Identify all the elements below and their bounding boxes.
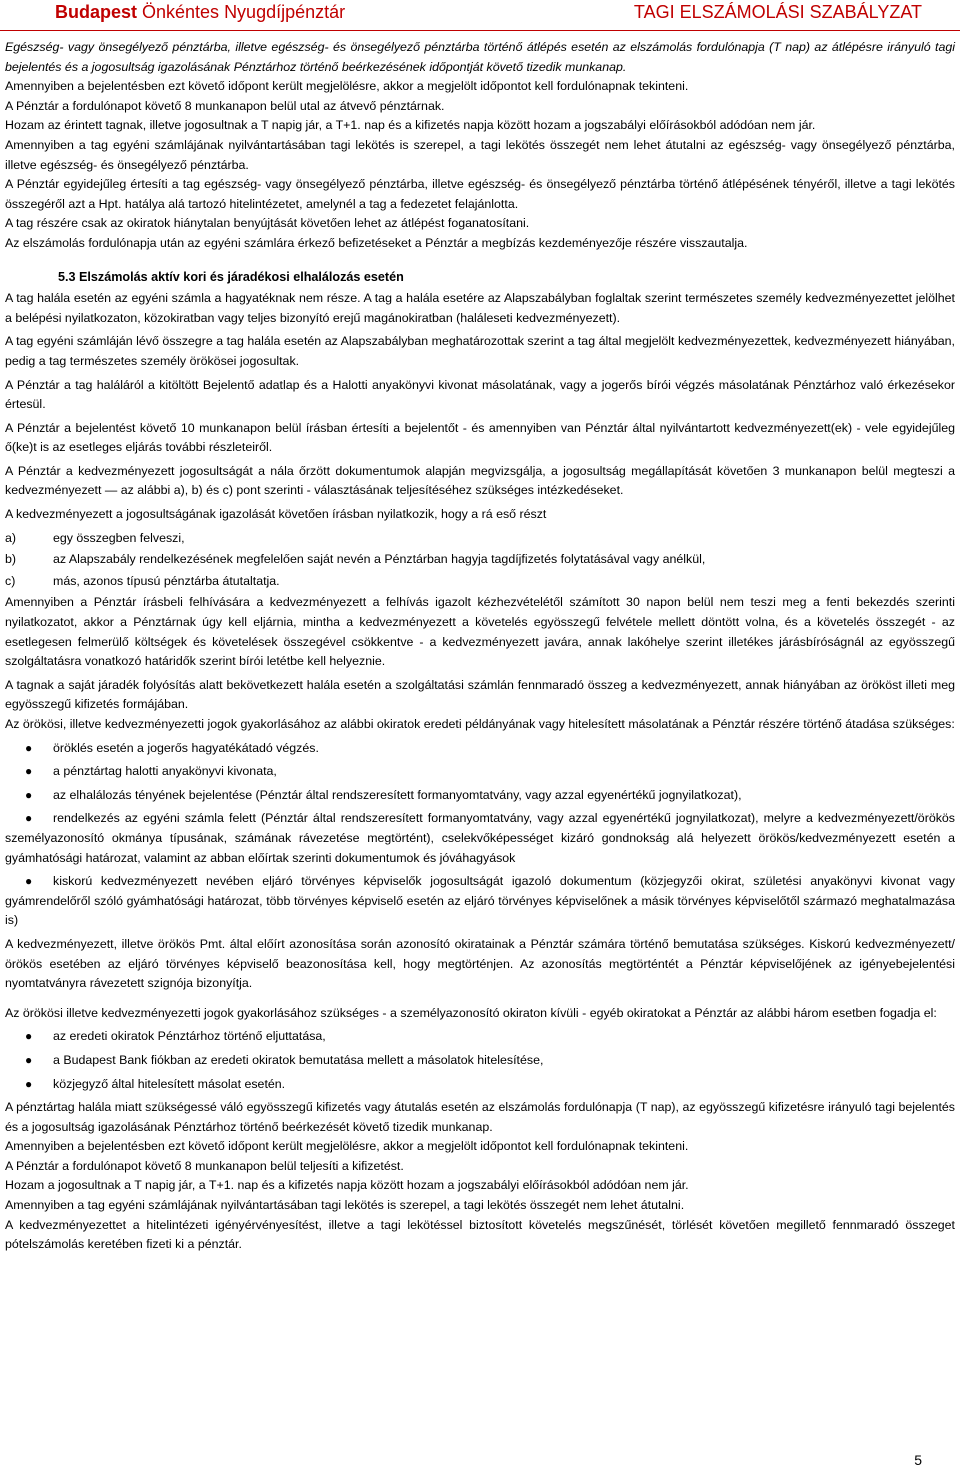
bullet-icon: ● — [25, 787, 33, 802]
paragraph: A tag halála esetén az egyéni számla a hagyatéknak nem része. A tag a halála esetére az Alapszabályban foglaltak szerint természetes személy kedvezményezettet jelölhet a belépési nyilatkozaton, közokiratban vagy teljes bizonyító erejű magánokiratban (haláleseti kedvezményezett). — [5, 291, 955, 325]
bullet-icon: ● — [25, 1052, 33, 1067]
paragraph: A Pénztár a bejelentést követő 10 munkanapon belül írásban értesíti a bejelentőt - és amennyiben van Pénztár által nyilvántartott kedvezményezett(ek) - vele egyidejűleg ő(ke)t is az esetleges eljárás további részleteiről. — [5, 420, 955, 455]
list-item: ● öröklés esetén a jogerős hagyatékátadó végzés. — [5, 739, 955, 759]
section-heading: 5.3 Elszámolás aktív kori és járadékosi elhalálozás esetén — [58, 269, 404, 284]
paragraph: A Pénztár a tag haláláról a kitöltött Bejelentő adatlap és a Halotti anyakönyvi kivonat másolatának, vagy a jogerős bírói végzés másolatának Pénztárhoz való érkezésekor értesül. — [5, 377, 955, 412]
bullet-icon: ● — [25, 874, 33, 889]
option-label: c) — [5, 573, 16, 588]
paragraph: A pénztártag halála miatt szükségessé váló egyösszegű kifizetés vagy átutalás esetén az elszámolás fordulónapja (T nap), az egyösszegű kifizetésre irányuló tagi bejelentés és a jogosultság igazolásának Pénztárhoz történő beérkezését követő tizedik munkanap. — [5, 1100, 955, 1134]
paragraph: Az örökösi illetve kedvezményezetti jogok gyakorlásához szükséges - a személyazonosító okiraton kívüli - egyéb okiratokat a Pénztár az alábbi három esetben fogadja el: — [5, 1005, 937, 1020]
option-text: az Alapszabály rendelkezésének megfelelően saját nevén a Pénztárban hagyja tagdíjfizetés folytatásával vagy anélkül, — [53, 552, 706, 567]
paragraph: A tag egyéni számláján lévő összegre a tag halála esetén az Alapszabályban meghatározottak szerint a tag által megjelölt kedvezményezettek, kedvezményezett hiányában, pedig a tag természetes személy örökösei jogosultak. — [5, 334, 955, 368]
option-label: b) — [5, 552, 17, 567]
paragraph: A kedvezményezett a jogosultságának igazolását követően írásban nyilatkozik, hogy a rá eső részt — [5, 507, 547, 522]
paragraph: A Pénztár a fordulónapot követő 8 munkanapon belül teljesíti a kifizetést. — [5, 1158, 404, 1173]
list-item: ● a Budapest Bank fiókban az eredeti okiratok bemutatása mellett a másolatok hitelesítése, — [5, 1051, 955, 1071]
paragraph: Amennyiben a Pénztár írásbeli felhívására a kedvezményezett a felhívás igazolt kézhezvételétől számított 30 napon belül nem teszi meg a fenti bekezdés szerinti nyilatkozatot, akkor a Pénztárnak úgy kell eljárnia, mintha a kedvezményezett a követelés egyösszegű felvétele mellett döntött volna, és a követelés összegét - az esetlegesen felmerülő költségek és követelések összegével csökkentve - a kedvezményezett javára, annak lakóhelye szerint illetékes járásbíróságnál az egyösszegű szolgáltatásra vonatkozó határidők szerint bírói letétbe kell helyeznie. — [5, 595, 955, 669]
option-text: más, azonos típusú pénztárba átutaltatja. — [53, 573, 280, 588]
paragraph: A Pénztár a fordulónapot követő 8 munkanapon belül utal az átvevő pénztárnak. — [5, 98, 445, 113]
page-number: 5 — [914, 1452, 922, 1468]
bullet-icon: ● — [25, 1076, 33, 1091]
paragraph: Amennyiben a tag egyéni számlájának nyilvántartásában tagi lekötés is szerepel, a tagi lekötés összegét nem lehet átutalni az egészség- vagy önsegélyező pénztárba, illetve egészség- és önsegélyező pénztárba. — [5, 137, 955, 172]
paragraph: A Pénztár a kedvezményezett jogosultságát a nála őrzött dokumentumok alapján megvizsgálja, a jogosultság megállapítását követően 3 munkanapon belül megteszi a kedvezményezett — az alábbi a), b) és c) pont szerinti - választásának teljesítéséhez szükséges intézkedéseket. — [5, 463, 955, 498]
list-item: ● közjegyző által hitelesített másolat esetén. — [5, 1075, 955, 1095]
paragraph: A tag részére csak az okiratok hiánytalan benyújtását követően lehet az átlépést foganatosítani. — [5, 216, 530, 231]
bullet-icon: ● — [25, 811, 33, 826]
paragraph: Amennyiben a tag egyéni számlájának nyilvántartásában tagi lekötés is szerepel, a tagi lekötés összegét nem lehet átutalni. — [5, 1198, 685, 1213]
page-header — [0, 0, 960, 31]
paragraph: Az örökösi, illetve kedvezményezetti jogok gyakorlásához az alábbi okiratok eredeti példányának vagy hitelesített másolatának a Pénztár részére történő átadása szükséges: — [5, 717, 955, 731]
paragraph: Amennyiben a bejelentésben ezt követő időpont került megjelölésre, akkor a megjelölt időpontot kell fordulónapnak tekinteni. — [5, 79, 689, 94]
option-text: egy összegben felveszi, — [53, 530, 185, 545]
paragraph: Hozam az érintett tagnak, illetve jogosultnak a T napig jár, a T+1. nap és a kifizetés napja között hozam a jogszabályi előírásokból adódóan nem jár. — [5, 118, 816, 133]
list-item: ● az elhalálozás tényének bejelentése (Pénztár által rendszeresített formanyomtatvány, vagy azzal egyenértékű jognyilatkozat), — [5, 786, 955, 806]
list-item: ● az eredeti okiratok Pénztárhoz történő eljuttatása, — [5, 1027, 955, 1047]
paragraph: Az elszámolás fordulónapja után az egyéni számlára érkező befizetéseket a Pénztár a megbízás kezdeményezője részére visszautalja. — [5, 235, 748, 250]
bullet-icon: ● — [25, 764, 33, 779]
paragraph: A kedvezményezett, illetve örökös Pmt. által előírt azonosítása során azonosító okiratainak a Pénztár számára történő bemutatása szükséges. Kiskorú kedvezményezett/örökös esetében az eljáró törvényes képviselő beazonosítása kell, hogy megtörténjen. Az azonosítás megtörténtét a Pénztár képviselőjének az igényebejelentési nyomtatványra rávezetett szignója bizonyítja. — [5, 936, 955, 991]
paragraph: Amennyiben a bejelentésben ezt követő időpont került megjelölésre, akkor a megjelölt időpontot kell fordulónapnak tekinteni. — [5, 1139, 689, 1154]
option-item — [5, 529, 955, 549]
paragraph: Egészség- vagy önsegélyező pénztárba, illetve egészség- és önsegélyező pénztárba történő átlépés esetén az elszámolás fordulónapja (T nap) az átlépésre irányuló tagi bejelentés és a jogosultság igazolásának Pénztárhoz történő beérkezésének időpontját követő tizedik munkanap. — [5, 40, 955, 74]
list-item: ● rendelkezés az egyéni számla felett (Pénztár által rendszeresített formanyomtatvány, vagy azzal egyenértékű jognyilatkozat), melyre a kedvezményezett/örökös személyazonosító okmánya típusának, számának rávezetése megtörtént), cselekvőképességet kizáró gondnokság alá helyezett örökös/kedvezményezett esetén a gyámhatósági határozat, valamint az abban előírtak szerinti dokumentumok és jóváhagyások — [5, 811, 955, 865]
bullet-icon: ● — [25, 1029, 33, 1044]
list-item: ● kiskorú kedvezményezett nevében eljáró törvényes képviselők jogosultságát igazoló dokumentum (közjegyzői okirat, születési anyakönyvi kivonat vagy gyámrendelőről szóló gyámhatósági határozat, több törvényes képviselő esetén az eljáró törvényes képviselőnek a másik törvényes képviselőtől származó meghatalmazása is) — [5, 874, 955, 928]
bullet-icon: ● — [25, 740, 33, 755]
paragraph: A kedvezményezettet a hitelintézeti igényérvényesítést, illetve a tagi lekötéssel biztosított követelés megszűnését, törlését követően megillető fennmaradó összeget pótelszámolás keretében fizeti ki a pénztár. — [5, 1217, 955, 1252]
header-document-title: TAGI ELSZÁMOLÁSI SZABÁLYZAT — [633, 2, 922, 22]
list-item: ● a pénztártag halotti anyakönyvi kivonata, — [5, 762, 955, 782]
option-label: a) — [5, 530, 17, 545]
document-body — [5, 38, 955, 1255]
paragraph: Hozam a jogosultnak a T napig jár, a T+1. nap és a kifizetés napja között hozam a jogszabályi előírásokból adódóan nem jár. — [5, 1178, 689, 1193]
option-item — [5, 550, 955, 570]
header-fund-name: Budapest Önkéntes Nyugdíjpénztár — [55, 2, 346, 22]
option-item — [5, 572, 955, 592]
paragraph: A Pénztár egyidejűleg értesíti a tag egészség- vagy önsegélyező pénztárba, illetve egészség- és önsegélyező pénztárba történő átlépésének tényéről, illetve a tagi lekötés összegéről azt a Hpt. hatálya alá tartozó hitelintézetet, amelynél a tag a fedezetet felajánlotta. — [5, 177, 955, 211]
paragraph: A tagnak a saját járadék folyósítás alatt bekövetkezett halála esetén a szolgáltatási számlán fennmaradó összeg a kedvezményezett, annak hiányában az örököst illeti meg egyösszegű kifizetés formájában. — [5, 677, 955, 712]
